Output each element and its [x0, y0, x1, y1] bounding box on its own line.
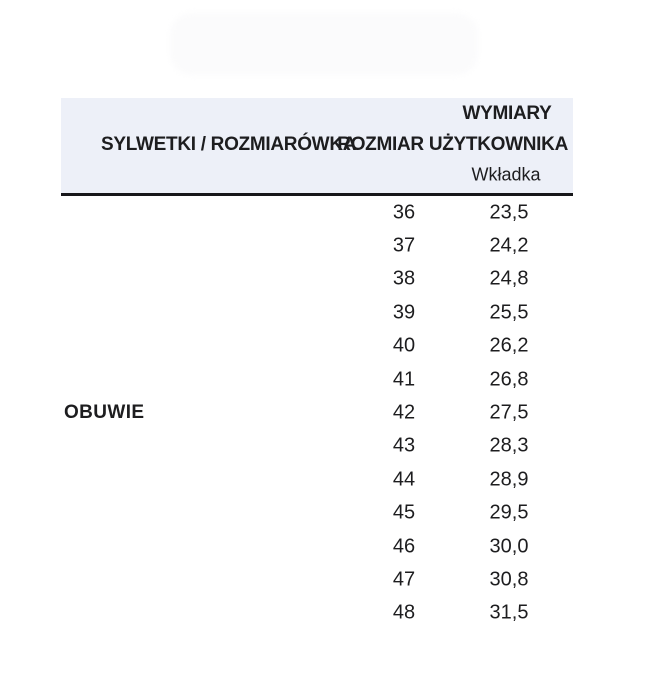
subheader-insole: Wkładka	[471, 164, 541, 185]
size-cell: 39	[392, 301, 416, 324]
size-cell: 45	[392, 501, 416, 524]
size-cell: 40	[392, 334, 416, 357]
table-row	[61, 463, 573, 496]
table-row	[61, 196, 573, 229]
table-row	[61, 296, 573, 329]
table-row	[61, 330, 573, 363]
table-row	[61, 396, 573, 429]
insole-cell: 26,8	[489, 368, 529, 391]
table-row	[61, 597, 573, 630]
table-body	[61, 196, 573, 630]
insole-cell: 28,9	[489, 468, 529, 491]
row-group-label-footwear: OBUWIE	[64, 402, 145, 423]
table-row	[61, 497, 573, 530]
table-row	[61, 229, 573, 262]
insole-cell: 29,5	[489, 501, 529, 524]
table-row	[61, 563, 573, 596]
table-header	[61, 98, 573, 193]
insole-cell: 30,0	[489, 535, 529, 558]
size-cell: 44	[392, 468, 416, 491]
header-user-dimensions-line1: WYMIARY	[462, 103, 552, 124]
header-silhouettes-sizechart: SYLWETKI / ROZMIARÓWKA	[101, 134, 357, 155]
insole-cell: 24,8	[489, 267, 529, 290]
insole-cell: 23,5	[489, 201, 529, 224]
insole-cell: 26,2	[489, 334, 529, 357]
header-size-user-line2: ROZMIAR UŻYTKOWNIKA	[337, 134, 568, 155]
insole-cell: 28,3	[489, 434, 529, 457]
table-row	[61, 263, 573, 296]
size-cell: 46	[392, 535, 416, 558]
size-cell: 42	[392, 401, 416, 424]
insole-cell: 31,5	[489, 601, 529, 624]
size-cell: 47	[392, 568, 416, 591]
table-row	[61, 430, 573, 463]
size-cell: 43	[392, 434, 416, 457]
watermark-blob	[170, 13, 478, 75]
size-chart-table	[61, 98, 573, 630]
table-row	[61, 530, 573, 563]
size-cell: 38	[392, 267, 416, 290]
table-row	[61, 363, 573, 396]
insole-cell: 24,2	[489, 234, 529, 257]
size-cell: 48	[392, 601, 416, 624]
size-cell: 37	[392, 234, 416, 257]
insole-cell: 25,5	[489, 301, 529, 324]
insole-cell: 30,8	[489, 568, 529, 591]
insole-cell: 27,5	[489, 401, 529, 424]
size-cell: 36	[392, 201, 416, 224]
size-cell: 41	[392, 368, 416, 391]
